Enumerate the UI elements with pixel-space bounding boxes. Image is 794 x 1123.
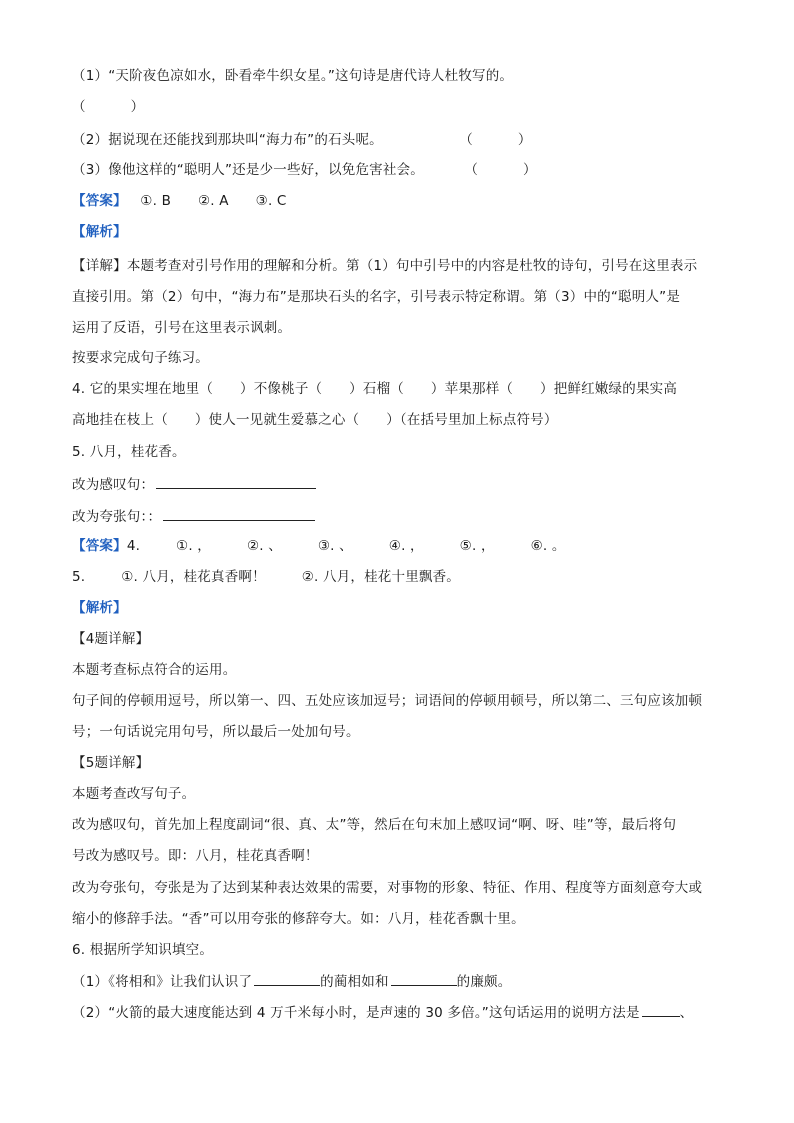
analysis-label: 【解析】 [72, 224, 127, 240]
question-6-1 [72, 971, 511, 992]
detail-5-line-c: 号改为感叹号。即：八月，桂花真香啊！ [72, 848, 319, 864]
answer-row-1 [72, 191, 287, 211]
detail-4-line-b: 句子间的停顿用逗号，所以第一、四、五处应该加逗号；词语间的停顿用顿号，所以第二、三句应该加顿 [72, 693, 703, 709]
exaggerate-blank[interactable] [163, 506, 315, 521]
q6-1-part-b: 的蔺相如和 [320, 974, 389, 990]
question-2: （2）据说现在还能找到那块叫“海力布”的石头呢。 （ ） [72, 132, 532, 148]
question-5: 5. 八月，桂花香。 [72, 444, 186, 460]
question-5-exclaim [72, 474, 316, 495]
detail-1-line-b: 直接引用。第（2）句中，“海力布”是那块石头的名字，引号表示特定称谓。第（3）中的“聪明人”是 [72, 289, 681, 305]
question-5-exaggerate [72, 506, 315, 527]
detail-5-line-b: 改为感叹句，首先加上程度副词“很、真、太”等，然后在句末加上感叹词“啊、呀、哇”等，最后将句 [72, 817, 677, 833]
answer-values-2: 4. ①. ， ②. 、 ③. 、 ④. ， ⑤. ， ⑥. 。 [126, 538, 566, 554]
detail-5-line-a: 本题考查改写句子。 [72, 786, 196, 802]
question-6: 6. 根据所学知识填空。 [72, 942, 214, 958]
answer-values: ①. B ②. A ③. C [126, 193, 287, 209]
answer-row-2-line-2: 5. ①. 八月，桂花真香啊！ ②. 八月，桂花十里飘香。 [72, 569, 461, 585]
detail-5-line-d: 改为夸张句，夸张是为了达到某种表达效果的需要，对事物的形象、特征、作用、程度等方面刻意夸大或 [72, 880, 703, 896]
detail-5-line-e: 缩小的修辞手法。“香”可以用夸张的修辞夸大。如：八月，桂花香飘十里。 [72, 911, 525, 927]
detail-label: 【详解】 [72, 258, 127, 274]
analysis-label-2: 【解析】 [72, 600, 127, 616]
q6-2-blank[interactable] [642, 1002, 680, 1017]
detail-1-text: 本题考查对引号作用的理解和分析。第（1）句中引号中的内容是杜牧的诗句，引号在这里表示 [126, 258, 698, 274]
task-instruction: 按要求完成句子练习。 [72, 350, 209, 366]
detail-4-line-a: 本题考查标点符合的运用。 [72, 662, 237, 678]
question-6-2 [72, 1002, 693, 1023]
exaggerate-label: 改为夸张句：： [72, 509, 162, 525]
q6-2-end: 、 [679, 1005, 694, 1021]
exclaim-blank[interactable] [156, 474, 316, 489]
q6-1-blank-2[interactable] [391, 971, 457, 986]
answer-row-2 [72, 536, 566, 556]
question-1-answer-paren: （ ） [72, 99, 145, 115]
q6-1-blank-1[interactable] [254, 971, 320, 986]
q6-2-text: （2）“火箭的最大速度能达到 4 万千米每小时，是声速的 30 多倍。”这句话运用的说明方法是 [72, 1005, 640, 1021]
question-4-line-a: 4. 它的果实埋在地里（ ）不像桃子（ ）石榴（ ）苹果那样（ ）把鲜红嫩绿的果实高 [72, 381, 678, 397]
detail-1-line-a [72, 256, 697, 276]
question-3: （3）像他这样的“聪明人”还是少一些好，以免危害社会。 （ ） [72, 162, 537, 178]
question-4-line-b: 高地挂在枝上（ ）使人一见就生爱慕之心（ ）（在括号里加上标点符号） [72, 412, 558, 428]
detail-1-line-c: 运用了反语，引号在这里表示讽刺。 [72, 320, 292, 336]
q6-1-part-c: 的廉颇。 [456, 974, 512, 990]
exclaim-label: 改为感叹句： [72, 477, 155, 493]
detail-4-label: 【4题详解】 [72, 631, 150, 647]
question-1: （1）“天阶夜色凉如水，卧看牵牛织女星。”这句诗是唐代诗人杜牧写的。 [72, 68, 514, 84]
detail-5-label: 【5题详解】 [72, 755, 150, 771]
answer-label: 【答案】 [72, 193, 127, 209]
q6-1-part-a: （1）《将相和》让我们认识了 [72, 974, 253, 990]
answer-label-2: 【答案】 [72, 538, 127, 554]
detail-4-line-c: 号；一句话说完用句号，所以最后一处加句号。 [72, 724, 360, 740]
